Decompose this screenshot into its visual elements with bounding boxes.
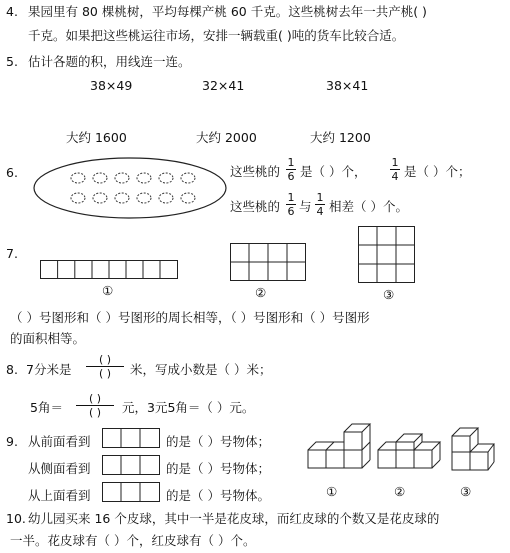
q6-frac-1-4 — [390, 157, 400, 182]
q4-line2: 千克。如果把这些桃运往市场，安排一辆载重( )吨的货车比较合适。 — [28, 28, 405, 43]
q6-frac-1-4b — [315, 192, 325, 217]
q5-approx-1: 大约 1600 — [66, 130, 127, 145]
q5-expr-3: 38×41 — [326, 78, 369, 93]
q8-blank-frac-1 — [86, 354, 124, 379]
q10-number: 10. — [6, 511, 26, 526]
q6-frac-1-6b — [286, 192, 296, 217]
q7-label-3: ③ — [383, 287, 395, 302]
q8-number: 8. — [6, 362, 18, 377]
cube-stack-1 — [306, 424, 372, 470]
q8-line2a: 5角＝ — [30, 400, 63, 415]
q9-number: 9. — [6, 434, 18, 449]
q9-answer-box-1 — [102, 428, 160, 448]
q9-label-2: ② — [394, 484, 406, 499]
q9-row1-tail: 的是（ ）号物体； — [166, 434, 270, 449]
q9-answer-box-3 — [102, 482, 160, 502]
q8-line1a: 7分米是 — [26, 362, 72, 377]
q5-expr-2: 32×41 — [202, 78, 245, 93]
q5-number: 5. — [6, 54, 18, 69]
q9-row2-tail: 的是（ ）号物体； — [166, 461, 270, 476]
q6-text2c: 相差（ ）个。 — [329, 199, 408, 214]
q8-line2b: 元，3元5角＝（ ）元。 — [122, 400, 255, 415]
q4-number: 4. — [6, 4, 18, 19]
q6-text2a: 这些桃的 — [230, 199, 281, 214]
q5-approx-3: 大约 1200 — [310, 130, 371, 145]
q9-row3-tail: 的是（ ）号物体。 — [166, 488, 270, 503]
q5-expr-1: 38×49 — [90, 78, 133, 93]
q9-answer-box-2 — [102, 455, 160, 475]
q4-line1: 果园里有 80 棵桃树，平均每棵产桃 60 千克。这些桃树去年一共产桃( ) — [28, 4, 427, 19]
q8-blank-num-2: ( ) — [88, 392, 102, 405]
q7-line1: （ ）号图形和（ ）号图形的周长相等，（ ）号图形和（ ）号图形 — [10, 310, 370, 325]
cube-stack-2 — [376, 432, 446, 470]
q5-title: 估计各题的积，用线连一连。 — [28, 54, 191, 69]
q6-frac2-den: 4 — [391, 170, 399, 183]
q6-frac4-den: 4 — [316, 205, 324, 218]
q8-blank-frac-2 — [76, 393, 114, 418]
q8-line1b: 米，写成小数是（ ）米； — [130, 362, 272, 377]
q6-text1b: 是（ ）个， — [300, 164, 367, 179]
cube-stack-3 — [450, 428, 496, 472]
q7-number: 7. — [6, 246, 18, 261]
grid-figure-3 — [358, 226, 415, 283]
q6-text2b: 与 — [299, 199, 312, 214]
q6-frac3-den: 6 — [287, 205, 295, 218]
q6-frac1-den: 6 — [287, 170, 295, 183]
peaches-figure — [32, 156, 232, 222]
q6-frac1-num: 1 — [287, 156, 295, 169]
q8-blank-den-1: ( ) — [98, 367, 112, 380]
q7-label-2: ② — [255, 285, 267, 300]
q9-label-1: ① — [326, 484, 338, 499]
q7-label-1: ① — [102, 283, 114, 298]
q8-blank-den-2: ( ) — [88, 406, 102, 419]
q10-line1: 幼儿园买来 16 个皮球，其中一半是花皮球，而红皮球的个数又是花皮球的 — [28, 511, 440, 526]
grid-figure-1 — [40, 260, 178, 279]
q9-row3-label: 从上面看到 — [28, 488, 91, 503]
q6-number: 6. — [6, 165, 18, 180]
q6-frac-1-6 — [286, 157, 296, 182]
q9-label-3: ③ — [460, 484, 472, 499]
q6-text1c: 是（ ）个； — [404, 164, 471, 179]
q6-frac4-num: 1 — [316, 191, 324, 204]
grid-figure-2 — [230, 243, 306, 281]
q6-frac3-num: 1 — [287, 191, 295, 204]
q7-line2: 的面积相等。 — [10, 331, 86, 346]
q6-text1a: 这些桃的 — [230, 164, 281, 179]
q9-row2-label: 从侧面看到 — [28, 461, 91, 476]
q6-frac2-num: 1 — [391, 156, 399, 169]
q9-row1-label: 从前面看到 — [28, 434, 91, 449]
q10-line2: 一半。花皮球有（ ）个，红皮球有（ ）个。 — [10, 533, 256, 548]
q5-approx-2: 大约 2000 — [196, 130, 257, 145]
q8-blank-num-1: ( ) — [98, 353, 112, 366]
